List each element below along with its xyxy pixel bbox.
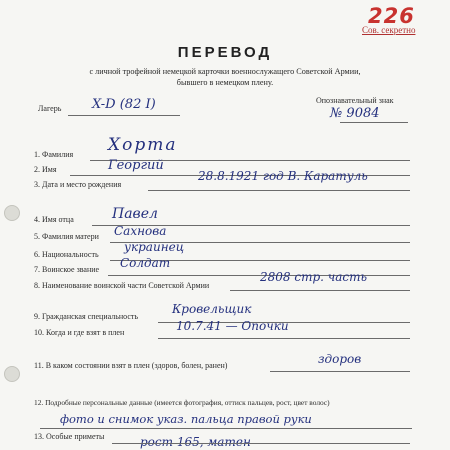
camp-label: Лагерь	[38, 104, 62, 113]
field-label-name: 2. Имя	[34, 165, 57, 174]
field-value-name: Георгий	[108, 158, 164, 173]
field-value-father: Павел	[112, 206, 158, 222]
field-label-surname: 1. Фамилия	[34, 150, 74, 159]
field-label-personal-data: 12. Подробные персональные данные (имеется фотография, оттиск пальцев, рост, цвет волос)	[34, 398, 330, 407]
field-value-mother: Сахнова	[114, 224, 167, 238]
field-label-condition: 11. В каком состоянии взят в плен (здоров, болен, ранен)	[34, 361, 228, 370]
field-value-special-marks: рост 165, матен	[140, 435, 251, 449]
field-label-captured: 10. Когда и где взят в плен	[34, 328, 125, 337]
punch-hole	[4, 205, 20, 221]
field-label-special-marks: 13. Особые приметы	[34, 432, 105, 441]
field-value-unit: 2808 стр. часть	[260, 270, 368, 284]
id-label: Опознавательный знак	[316, 96, 394, 105]
field-value-condition: здоров	[318, 352, 362, 366]
field-label-father: 4. Имя отца	[34, 215, 74, 224]
field-label-rank: 7. Воинское звание	[34, 265, 100, 274]
id-value: № 9084	[330, 106, 380, 121]
field-label-mother: 5. Фамилия матери	[34, 232, 99, 241]
document-title: ПЕРЕВОД	[177, 44, 273, 61]
field-value-captured: 10.7.41 — Опочки	[176, 319, 289, 333]
secrecy-label: Сов. секретно	[362, 25, 416, 35]
field-value-profession: Кровельщик	[172, 302, 252, 316]
field-value-birth: 28.8.1921 год В. Каратуль	[198, 169, 368, 183]
field-label-nationality: 6. Национальность	[34, 250, 99, 259]
field-label-unit: 8. Наименование воинской части Советской Армии	[34, 281, 210, 290]
punch-hole	[4, 366, 20, 382]
document-subtitle-1: с личной трофейной немецкой карточки военнослужащего Советской Армии,	[89, 67, 361, 76]
field-value-surname: Хорта	[108, 135, 178, 155]
field-value-personal-data: фото и снимок указ. пальца правой руки	[60, 412, 312, 426]
field-label-birth: 3. Дата и место рождения	[34, 180, 122, 189]
field-value-rank: Солдат	[120, 256, 171, 270]
field-label-profession: 9. Гражданская специальность	[34, 312, 139, 321]
document-subtitle-2: бывшего в немецком плену.	[176, 78, 274, 87]
camp-value: X-D (82 I)	[92, 97, 156, 112]
stamp-number: 226	[368, 4, 415, 28]
field-value-nationality: украинец	[124, 240, 185, 254]
